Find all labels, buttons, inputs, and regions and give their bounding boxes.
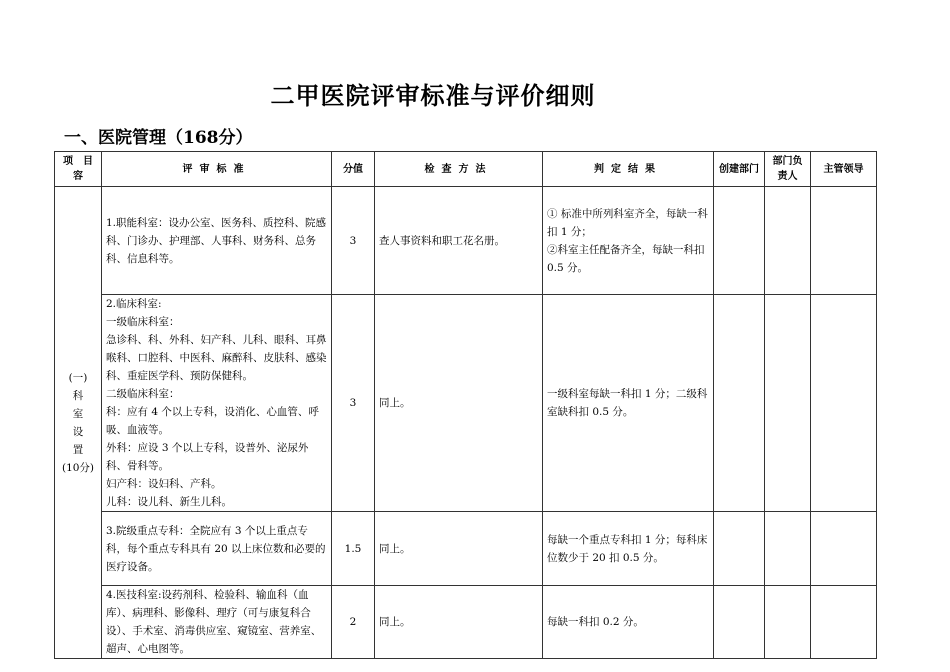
creator-dept-cell[interactable] [714, 512, 765, 586]
criteria-cell [102, 512, 332, 586]
table-row [55, 512, 877, 586]
document-title: 二甲医院评审标准与评价细则 [270, 81, 596, 110]
method-cell: 同上。 [375, 512, 543, 586]
criteria-text: 1.职能科室：设办公室、医务科、质控科、院感科、门诊办、护理部、人事科、财务科、总务科、信息科等。 [106, 216, 327, 265]
header-result: 判定结果 [543, 152, 714, 187]
header-dept-head: 部门负责人 [765, 152, 811, 187]
dept-head-cell[interactable] [765, 586, 811, 659]
method-cell: 查人事资料和职工花名册。 [375, 187, 543, 295]
result-text: 一级科室每缺一科扣 1 分；二级科室缺科扣 0.5 分。 [547, 388, 708, 418]
method-cell: 同上。 [375, 295, 543, 512]
criteria-text: 4.医技科室:设药剂科、检验科、输血科（血库）、病理科、影像科、理疗（可与康复科合设）、手术室、消毒供应室、窥镜室、营养室、超声、心电图等。 [106, 589, 322, 655]
header-criteria: 评审标准 [102, 152, 332, 187]
item-group-line: (10分) [61, 461, 95, 474]
result-cell [543, 295, 714, 512]
criteria-text: 一级临床科室： [106, 316, 180, 328]
item-group-line: 置 [72, 443, 84, 456]
item-group-line: 设 [72, 425, 84, 438]
leader-cell[interactable] [811, 586, 877, 659]
score-cell: 3 [332, 295, 375, 512]
score-cell: 2 [332, 586, 375, 659]
result-text: 每缺一科扣 0.2 分。 [547, 616, 644, 628]
dept-head-cell[interactable] [765, 512, 811, 586]
criteria-text: 妇产科：设妇科、产科。 [106, 478, 222, 490]
criteria-text: 急诊科、科、外科、妇产科、儿科、眼科、耳鼻喉科、口腔科、中医科、麻醉科、皮肤科、感染科、重症医学科、预防保健科。 [106, 334, 327, 382]
item-group-line: 室 [72, 407, 84, 420]
score-cell: 3 [332, 187, 375, 295]
criteria-text: 外科：应设 3 个以上专科，设普外、泌尿外科、骨科等。 [106, 442, 309, 472]
standards-table [54, 151, 877, 659]
item-group-line: 科 [72, 389, 84, 402]
section-heading: 一、医院管理（168分） [64, 128, 253, 148]
header-score: 分值 [332, 152, 375, 187]
leader-cell[interactable] [811, 187, 877, 295]
header-method: 检查方法 [375, 152, 543, 187]
criteria-cell [102, 187, 332, 295]
result-text: 每缺一个重点专科扣 1 分；每科床位数少于 20 扣 0.5 分。 [547, 533, 708, 564]
creator-dept-cell[interactable] [714, 586, 765, 659]
table-row [55, 586, 877, 659]
table-header-row [55, 152, 877, 187]
criteria-text: 科：应有 4 个以上专科，设消化、心血管、呼吸、血液等。 [106, 406, 319, 436]
result-text: ① 标准中所列科室齐全，每缺一科扣 1 分； [547, 207, 708, 238]
table-row [55, 295, 877, 512]
dept-head-cell[interactable] [765, 295, 811, 512]
result-cell [543, 512, 714, 586]
item-group-cell [55, 187, 102, 659]
criteria-cell [102, 295, 332, 512]
criteria-text: 儿科：设儿科、新生儿科。 [106, 496, 232, 508]
score-cell: 1.5 [332, 512, 375, 586]
creator-dept-cell[interactable] [714, 187, 765, 295]
header-item: 项 目 容 [55, 152, 102, 187]
leader-cell[interactable] [811, 512, 877, 586]
criteria-text: 二级临床科室： [106, 388, 180, 400]
header-creator-dept: 创建部门 [714, 152, 765, 187]
result-cell [543, 586, 714, 659]
leader-cell[interactable] [811, 295, 877, 512]
criteria-text: 2.临床科室: [106, 298, 162, 310]
item-group-line: (一) [68, 371, 88, 384]
result-cell [543, 187, 714, 295]
dept-head-cell[interactable] [765, 187, 811, 295]
criteria-text: 3.院级重点专科：全院应有 3 个以上重点专科，每个重点专科具有 20 以上床位数和必要的医疗设备。 [106, 524, 326, 573]
method-cell: 同上。 [375, 586, 543, 659]
creator-dept-cell[interactable] [714, 295, 765, 512]
header-leader: 主管领导 [811, 152, 877, 187]
result-text: ②科室主任配备齐全，每缺一科扣 0.5 分。 [547, 243, 705, 274]
criteria-cell [102, 586, 332, 659]
table-row [55, 187, 877, 295]
